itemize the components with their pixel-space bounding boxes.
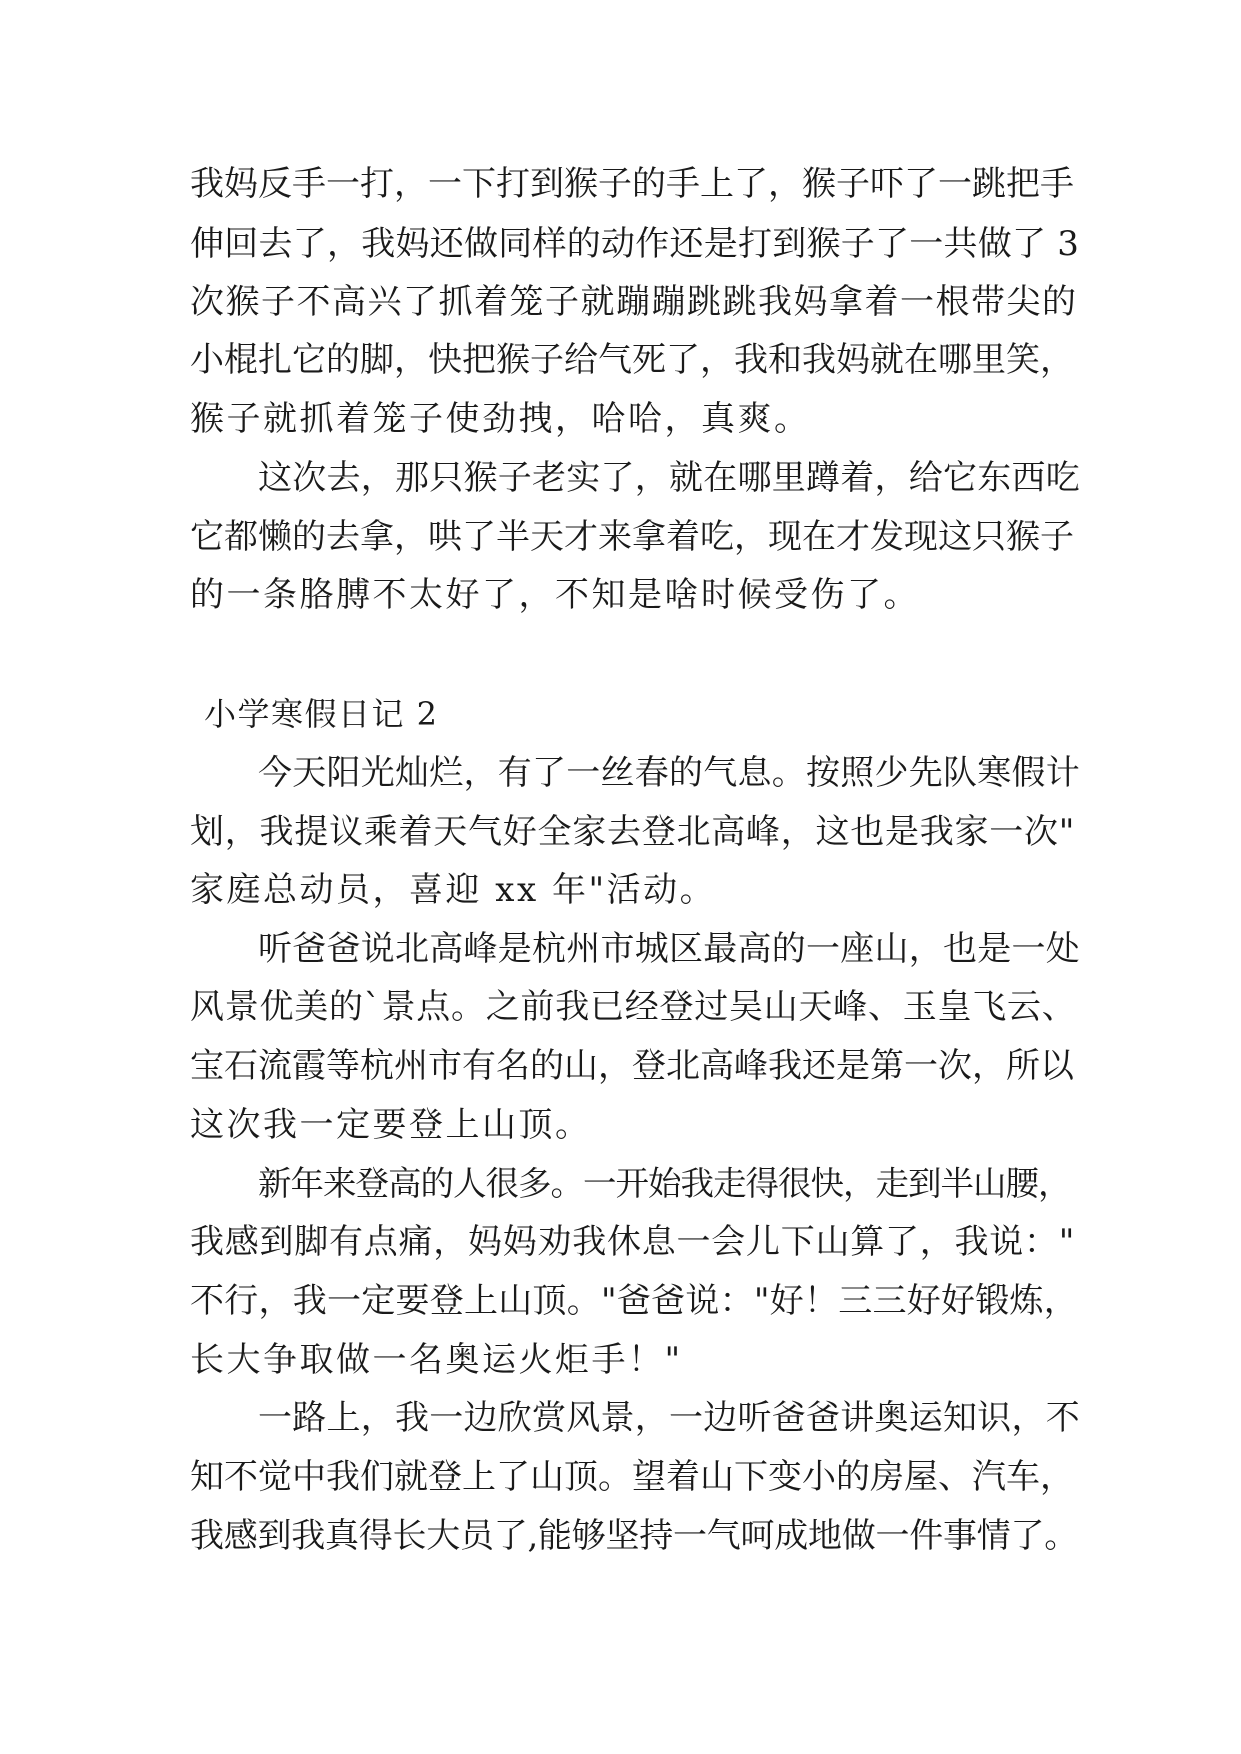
paragraph-first-line: 一路上，我一边欣赏风景，一边听爸爸讲奥运知识，不	[258, 1398, 1080, 1438]
text-line: 我妈反手一打，一下打到猴子的手上了，猴子吓了一跳把手	[190, 164, 1074, 204]
text-line: 家庭总动员，喜迎 xx 年"活动。	[190, 870, 717, 910]
text-line: 风景优美的`景点。之前我已经登过吴山天峰、玉皇飞云、	[190, 987, 1077, 1027]
text-line: 不行，我一定要登上山顶。"爸爸说："好！三三好好锻炼，	[190, 1281, 1079, 1321]
paragraph-first-line: 今天阳光灿烂，有了一丝春的气息。按照少先队寒假计	[258, 753, 1080, 793]
text-line: 次猴子不高兴了抓着笼子就蹦蹦跳跳我妈拿着一根带尖的	[190, 282, 1078, 322]
text-line: 猴子就抓着笼子使劲拽，哈哈，真爽。	[190, 399, 811, 439]
text-line: 我感到脚有点痛，妈妈劝我休息一会儿下山算了，我说："	[190, 1222, 1076, 1262]
paragraph-first-line: 新年来登高的人很多。一开始我走得很快，走到半山腰，	[258, 1164, 1071, 1203]
text-line: 我感到我真得长大员了,能够坚持一气呵成地做一件事情了。	[190, 1516, 1079, 1556]
paragraph-first-line: 听爸爸说北高峰是杭州市城区最高的一座山，也是一处	[258, 929, 1080, 969]
paragraph-first-line: 这次去，那只猴子老实了，就在哪里蹲着，给它东西吃	[258, 458, 1080, 498]
text-line: 知不觉中我们就登上了山顶。望着山下变小的房屋、汽车，	[190, 1457, 1074, 1497]
text-line: 这次我一定要登上山顶。	[190, 1105, 592, 1145]
section-heading: 小学寒假日记 2	[204, 695, 439, 733]
text-line: 它都懒的去拿，哄了半天才来拿着吃，现在才发现这只猴子	[190, 517, 1074, 557]
text-line: 的一条胳膊不太好了，不知是啥时候受伤了。	[190, 575, 920, 615]
text-line: 伸回去了，我妈还做同样的动作还是打到猴子了一共做了 3	[190, 224, 1080, 264]
text-line: 长大争取做一名奥运火炬手！"	[190, 1340, 683, 1380]
text-line: 划，我提议乘着天气好全家去登北高峰，这也是我家一次"	[190, 812, 1076, 852]
text-line: 小棍扎它的脚，快把猴子给气死了，我和我妈就在哪里笑，	[190, 340, 1074, 380]
text-line: 宝石流霞等杭州市有名的山，登北高峰我还是第一次，所以	[190, 1046, 1074, 1086]
